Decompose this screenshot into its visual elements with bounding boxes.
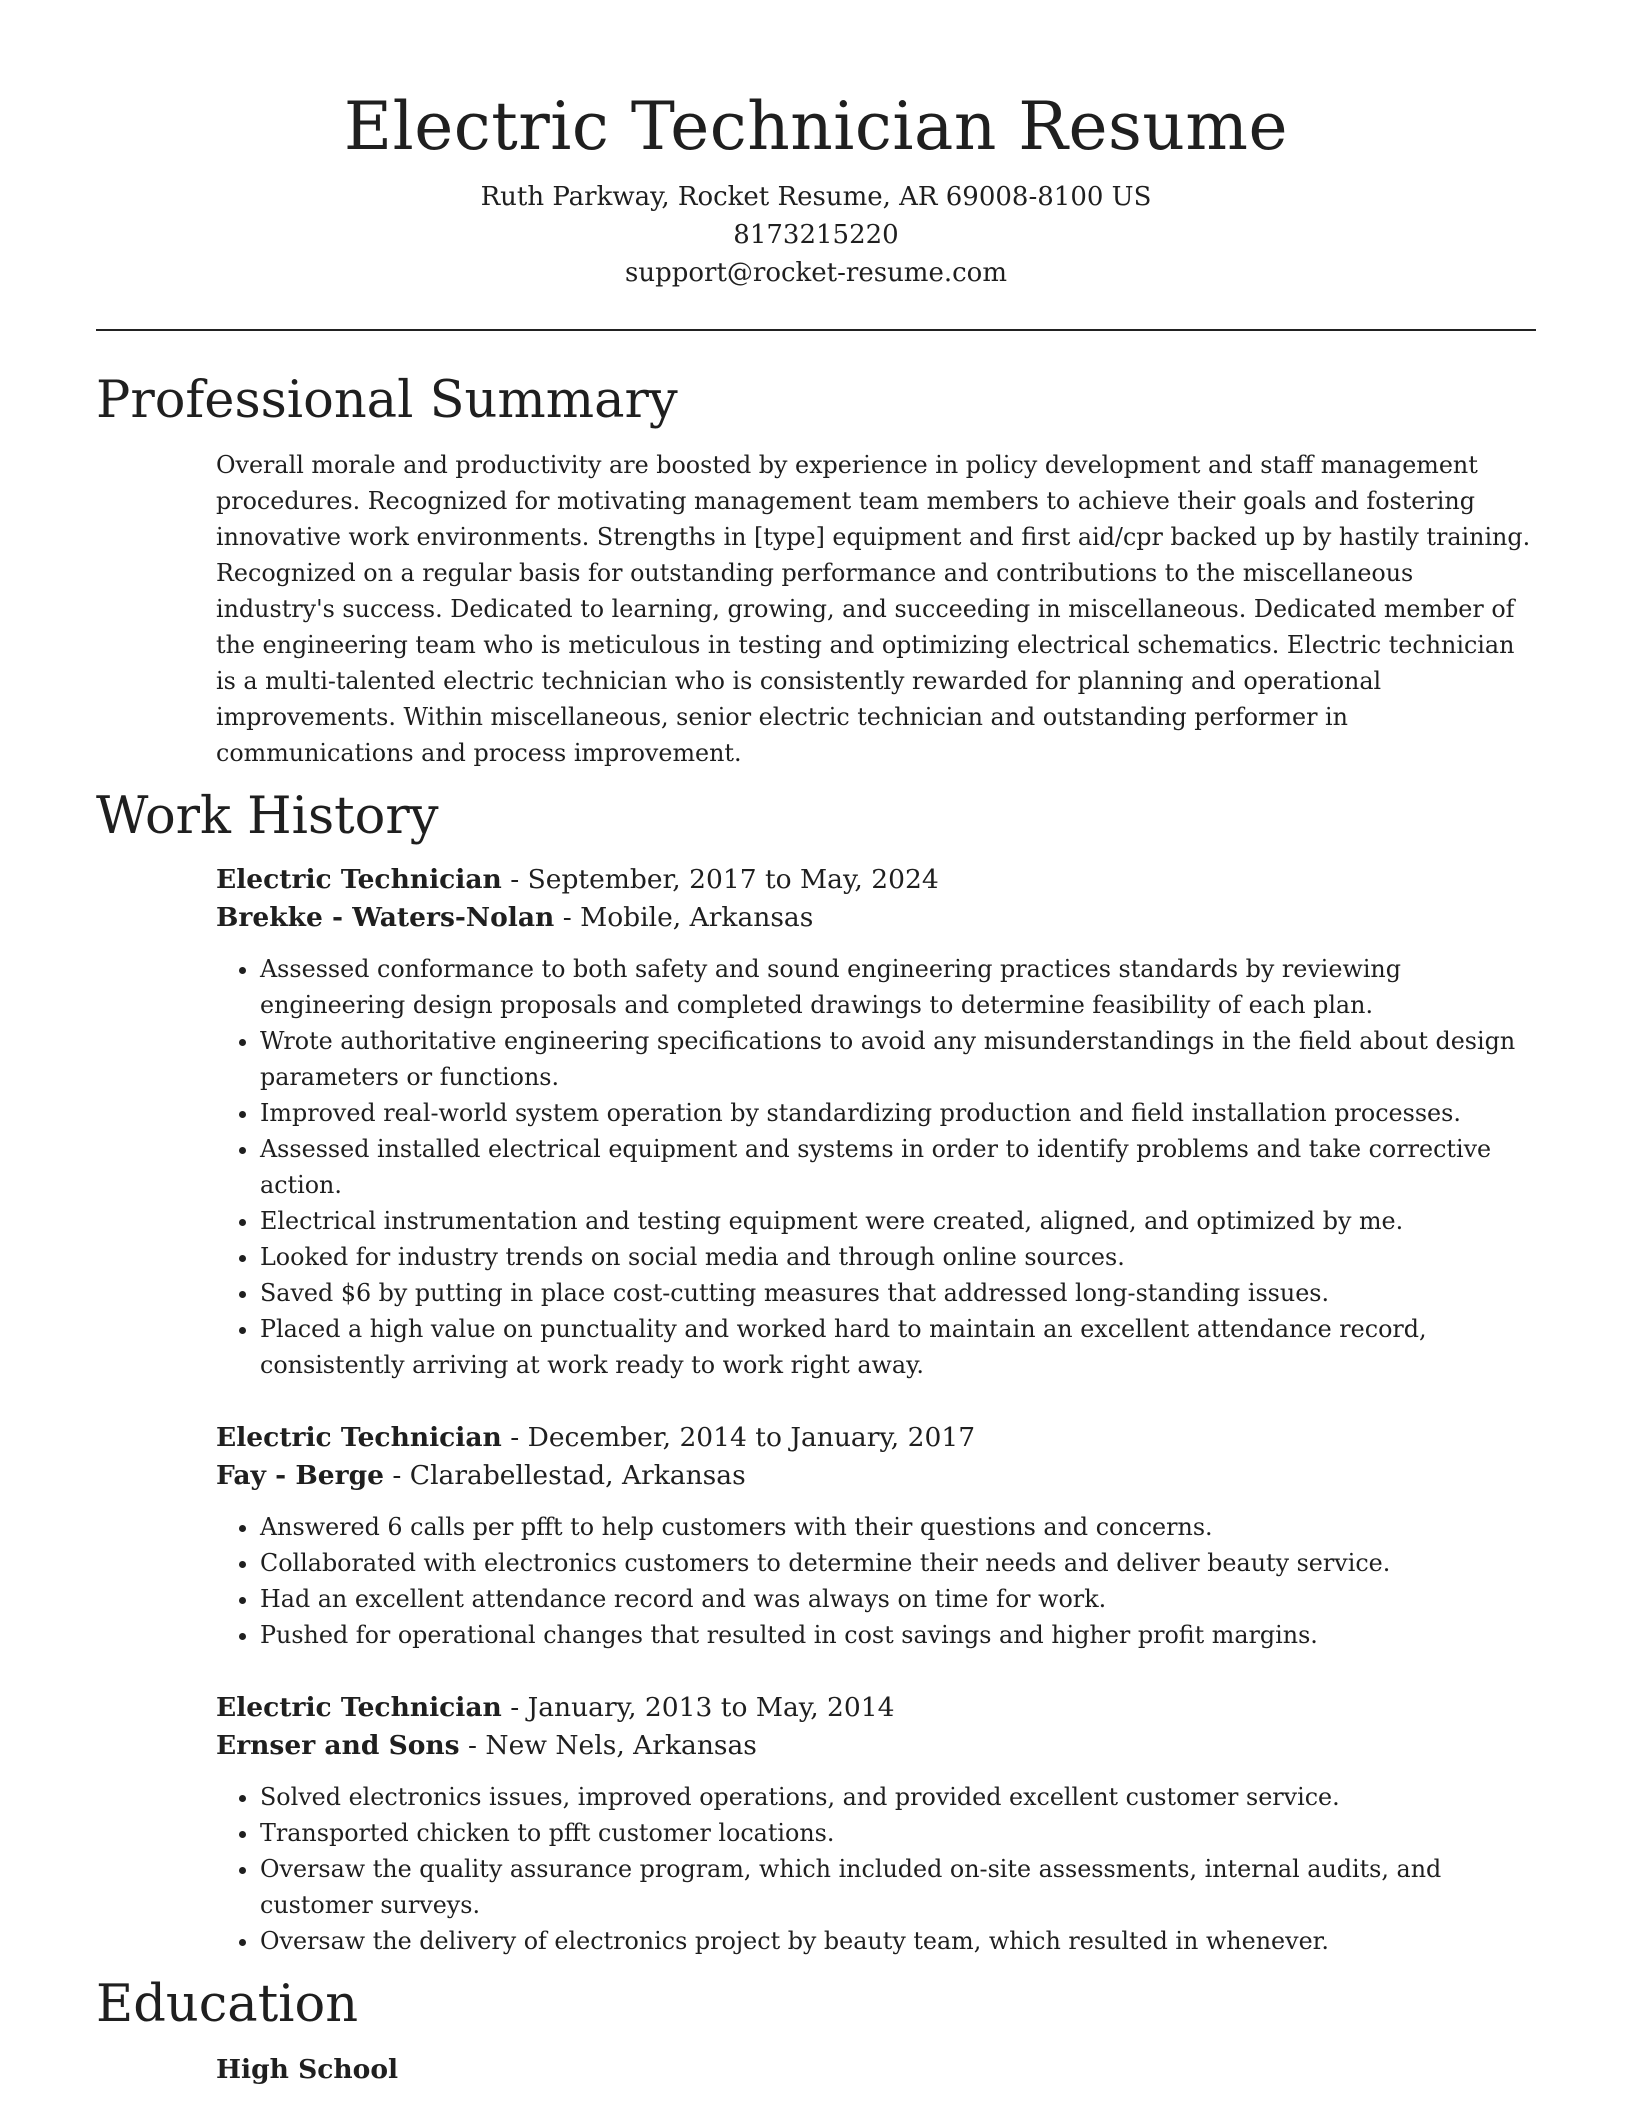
education-heading: Education [96,1975,359,2034]
job-bullet: • Had an excellent attendance record and was always on time for work. [260,1581,1536,1617]
education-degree: High School [216,2054,399,2085]
job-bullet: • Wrote authoritative engineering specifications to avoid any misunderstandings in the field about design parameters or functions. [260,1023,1536,1095]
job-company: Ernser and Sons [216,1730,460,1761]
job-bullet: • Answered 6 calls per pfft to help customers with their questions and concerns. [260,1509,1536,1545]
job-entry [216,1419,1536,1653]
job-company-line [216,1727,1536,1765]
summary-section [96,447,1536,771]
job-title: Electric Technician [216,1692,502,1723]
education-entry [216,2051,1536,2089]
job-location: - Clarabellestad, Arkansas [384,1460,746,1491]
job-dates: - September, 2017 to May, 2024 [501,864,939,895]
job-bullet: • Electrical instrumentation and testing equipment were created, aligned, and optimized by me. [260,1203,1536,1239]
contact-block [96,178,1536,292]
job-bullet: • Pushed for operational changes that resulted in cost savings and higher profit margins. [260,1617,1536,1653]
summary-heading: Professional Summary [96,371,678,430]
job-title: Electric Technician [216,864,502,895]
header-divider [96,329,1536,331]
job-entry [216,861,1536,1383]
job-bullets [216,951,1536,1383]
job-location: - Mobile, Arkansas [554,902,814,933]
job-dates: - January, 2013 to May, 2014 [501,1692,895,1723]
job-title-line [216,861,1536,899]
job-bullet: • Transported chicken to pfft customer locations. [260,1815,1536,1851]
job-bullet: • Placed a high value on punctuality and worked hard to maintain an excellent attendance record, consistently arriving at work ready to work right away. [260,1311,1536,1383]
summary-text: Overall morale and productivity are boosted by experience in policy development and staff management procedures. Recognized for motivating management team members to achieve their goals and fostering innovative work environments. Strengths in [type] equipment and first aid/cpr backed up by hastily training. Recognized on a regular basis for outstanding performance and contributions to the miscellaneous industry's success. Dedicated to learning, growing, and succeeding in miscellaneous. Dedicated member of the engineering team who is meticulous in testing and optimizing electrical schematics. Electric technician is a multi-talented electric technician who is consistently rewarded for planning and operational improvements. Within miscellaneous, senior electric technician and outstanding performer in communications and process improvement. [216,451,1531,767]
resume-title: Electric Technician Resume [343,88,1289,165]
work-history-section [96,861,1536,1959]
job-dates: - December, 2014 to January, 2017 [501,1422,976,1453]
contact-phone: 8173215220 [733,220,899,250]
job-company: Fay - Berge [216,1460,384,1491]
contact-email: support@rocket-resume.com [624,258,1007,288]
job-bullet: • Assessed conformance to both safety and sound engineering practices standards by reviewing engineering design proposals and completed drawings to determine feasibility of each plan. [260,951,1536,1023]
job-bullet: • Improved real-world system operation by standardizing production and field installation processes. [260,1095,1536,1131]
job-company: Brekke - Waters-Nolan [216,902,555,933]
resume-header [96,0,1536,292]
job-title-line [216,1689,1536,1727]
job-bullet: • Saved $6 by putting in place cost-cutting measures that addressed long-standing issues. [260,1275,1536,1311]
job-company-line [216,1457,1536,1495]
job-location: - New Nels, Arkansas [459,1730,757,1761]
job-bullet: • Oversaw the delivery of electronics project by beauty team, which resulted in whenever. [260,1923,1536,1959]
education-section [96,2051,1536,2089]
job-bullet: • Looked for industry trends on social media and through online sources. [260,1239,1536,1275]
job-company-line [216,899,1536,937]
job-entry [216,1689,1536,1959]
job-bullet: • Oversaw the quality assurance program, which included on-site assessments, internal audits, and customer surveys. [260,1851,1536,1923]
job-title-line [216,1419,1536,1457]
work-history-heading: Work History [96,787,439,846]
job-bullets [216,1779,1536,1959]
job-bullet: • Collaborated with electronics customers to determine their needs and deliver beauty service. [260,1545,1536,1581]
job-bullets [216,1509,1536,1653]
job-bullet: • Assessed installed electrical equipment and systems in order to identify problems and take corrective action. [260,1131,1536,1203]
job-bullet: • Solved electronics issues, improved operations, and provided excellent customer service. [260,1779,1536,1815]
contact-address: Ruth Parkway, Rocket Resume, AR 69008-8100 US [480,182,1152,212]
job-title: Electric Technician [216,1422,502,1453]
